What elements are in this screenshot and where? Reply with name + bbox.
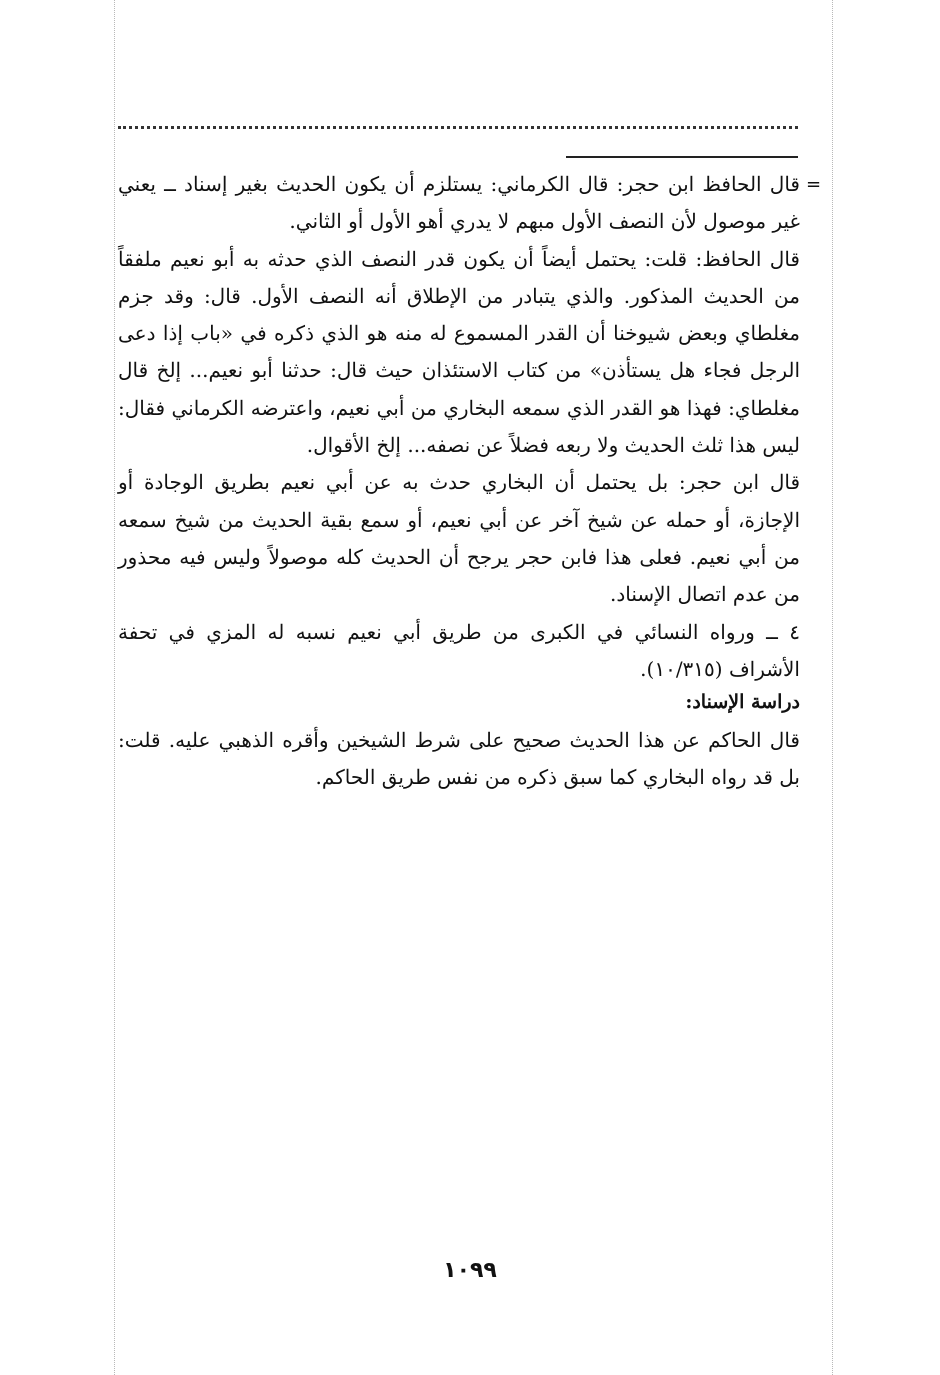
footnote-separator-rule <box>566 156 798 158</box>
section-heading-isnad-study: دراسة الإسناد: <box>685 691 800 714</box>
right-margin-guide <box>832 0 833 1375</box>
paragraph-nasai-narration: ٤ ــ ورواه النسائي في الكبرى من طريق أبي نعيم نسبه له المزي في تحفة الأشراف (١٠/٣١٥). <box>118 619 800 681</box>
footnote-text-block <box>118 166 800 797</box>
paragraph-hakim-verdict: قال الحاكم عن هذا الحديث صحيح على شرط الشيخين وأقره الذهبي عليه. قلت: بل قد رواه البخاري كما سبق ذكره من نفس طريق الحاكم. <box>118 728 800 790</box>
left-margin-guide <box>114 0 115 1375</box>
continuation-mark: = <box>806 174 822 195</box>
page-number: ١٠٩٩ <box>443 1258 497 1283</box>
paragraph-ibn-hajar: قال ابن حجر: بل يحتمل أن البخاري حدث به عن أبي نعيم بطريق الوجادة أو الإجازة، أو حمله عن شيخ آخر عن أبي نعيم، أو سمع بقية الحديث من شيخ سمعه من أبي نعيم. فعلى هذا فابن حجر يرجح أن الحديث كله موصولاً وليس فيه محذور من عدم اتصال الإسناد. <box>118 470 800 607</box>
paragraph-kermani-quote: قال الحافظ ابن حجر: قال الكرماني: يستلزم أن يكون الحديث بغير إسناد ــ يعني غير موصول لأن النصف الأول مبهم لا يدري أهو الأول أو الثاني. <box>118 172 800 234</box>
dotted-separator <box>118 126 798 129</box>
paragraph-hafiz-comment: قال الحافظ: قلت: يحتمل أيضاً أن يكون قدر النصف الذي حدثه به أبو نعيم ملفقاً من الحديث المذكور. والذي يتبادر من الإطلاق أنه النصف الأول. قال: وقد جزم مغلطاي وبعض شيوخنا أن القدر المسموع له منه هو الذي ذكره في «باب إذا دعى الرجل فجاء هل يستأذن» من كتاب الاستئذان حيث قال: حدثنا أبو نعيم... إلخ قال مغلطاي: فهذا هو القدر الذي سمعه البخاري من أبي نعيم، واعترضه الكرماني فقال: ليس هذا ثلث الحديث ولا ربعه فضلاً عن نصفه... إلخ الأقوال. <box>118 246 800 458</box>
